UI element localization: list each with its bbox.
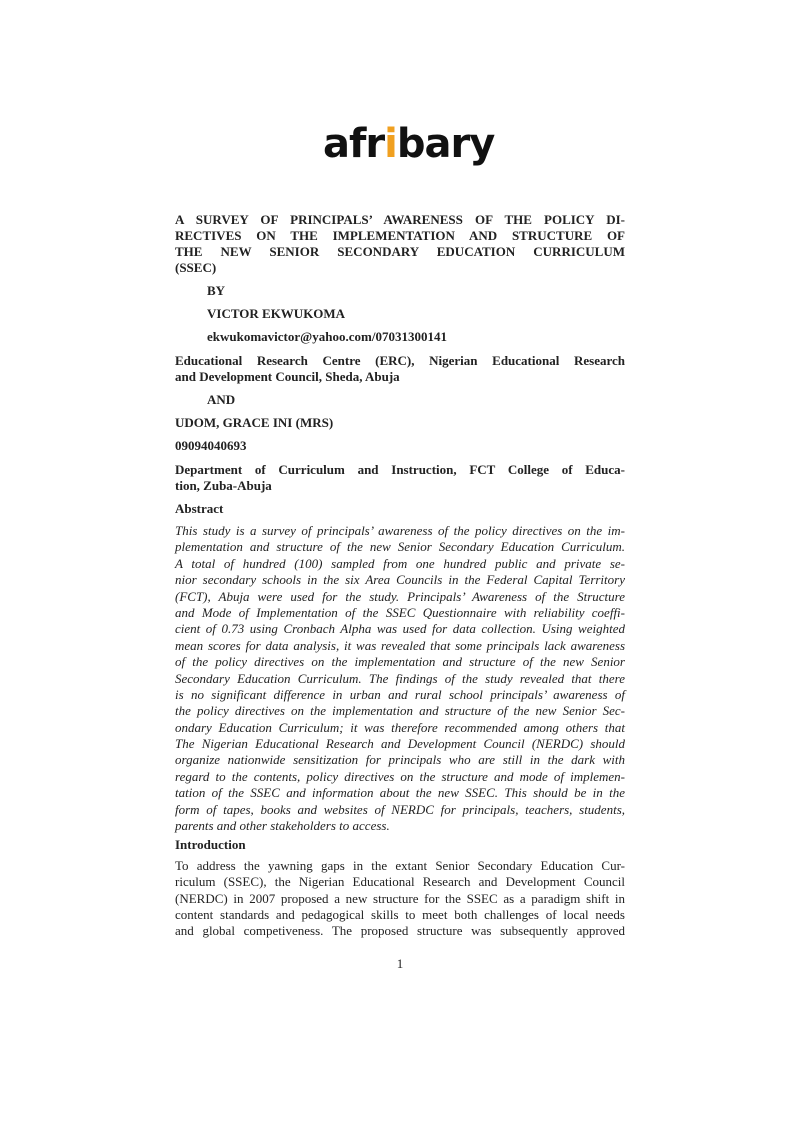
- text-line: cient of 0.73 using Cronbach Alpha was used for data collection. Using weighted: [175, 621, 625, 637]
- introduction-body: [175, 858, 625, 939]
- text-line: (FCT), Abuja were used for the study. Principals’ Awareness of the Structure: [175, 588, 625, 604]
- paper-title: [175, 212, 625, 276]
- affiliation-1: [175, 353, 625, 385]
- affiliation-2: [175, 462, 625, 494]
- page-number: 1: [396, 956, 404, 971]
- text-line: and Mode of Implementation of the SSEC Questionnaire with reliability coeffi-: [175, 604, 625, 620]
- text-line: riculum (SSEC), the Nigerian Educational Research and Development Council: [175, 874, 625, 890]
- abstract-body: [175, 523, 625, 834]
- watermark-text: bary: [396, 121, 495, 167]
- text-line: parents and other stakeholders to access.: [175, 818, 390, 834]
- text-line: form of tapes, books and websites of NERDC for principals, teachers, students,: [175, 801, 625, 817]
- affiliation-line: tion, Zuba-Abuja: [175, 478, 272, 493]
- text-line: and global competiveness. The proposed structure was subsequently approved: [175, 923, 625, 939]
- and-label: AND: [207, 392, 236, 407]
- text-line: The Nigerian Educational Research and Development Council (NERDC) should: [175, 736, 625, 752]
- text-line: ondary Education Curriculum; it was therefore recommended among others that: [175, 719, 625, 735]
- watermark-text: afr: [323, 121, 385, 167]
- text-line: This study is a survey of principals’ awareness of the policy directives on the im-: [175, 523, 625, 538]
- title-line: THE NEW SENIOR SECONDARY EDUCATION CURRICULUM: [175, 244, 625, 259]
- affiliation-line: and Development Council, Sheda, Abuja: [175, 369, 400, 384]
- afribary-watermark: [323, 120, 494, 168]
- text-line: is no significant difference in urban and rural school principals’ awareness of: [175, 686, 625, 702]
- author-2-name: UDOM, GRACE INI (MRS): [175, 415, 334, 430]
- text-line: Secondary Education Curriculum. The findings of the study revealed that there: [175, 670, 625, 686]
- author-1-contact: ekwukomavictor@yahoo.com/07031300141: [207, 329, 447, 344]
- text-line: mean scores for data analysis, it was revealed that some principals lack awareness: [175, 637, 625, 653]
- title-line: (SSEC): [175, 260, 217, 275]
- text-line: the policy directives on the implementation and structure of the new Senior Sec-: [175, 703, 625, 719]
- text-line: regard to the contents, policy directives on the structure and mode of implemen-: [175, 768, 625, 784]
- affiliation-line: Department of Curriculum and Instruction, FCT College of Educa-: [175, 462, 625, 477]
- affiliation-line: Educational Research Centre (ERC), Nigerian Educational Research: [175, 353, 625, 368]
- text-line: content standards and pedagogical skills to meet both challenges of local needs: [175, 906, 625, 922]
- text-line: plementation and structure of the new Senior Secondary Education Curriculum.: [175, 539, 625, 555]
- text-line: (NERDC) in 2007 proposed a new structure for the SSEC as a paradigm shift in: [175, 890, 625, 906]
- text-line: nior secondary schools in the six Area Councils in the Federal Capital Territory: [175, 572, 625, 588]
- by-label: BY: [207, 283, 226, 298]
- text-line: To address the yawning gaps in the extant Senior Secondary Education Cur-: [175, 858, 625, 873]
- text-line: A total of hundred (100) sampled from one hundred public and private se-: [175, 555, 625, 571]
- text-line: organize nationwide sensitization for principals who are still in the dark with: [175, 752, 625, 768]
- text-line: tation of the SSEC and information about the new SSEC. This should be in the: [175, 785, 625, 801]
- watermark-accent: i: [384, 121, 397, 167]
- introduction-heading: Introduction: [175, 837, 246, 852]
- abstract-heading: Abstract: [175, 501, 224, 516]
- title-line: RECTIVES ON THE IMPLEMENTATION AND STRUCTURE OF: [175, 228, 625, 243]
- author-1-name: VICTOR EKWUKOMA: [207, 306, 346, 321]
- text-line: of the policy directives on the implementation and structure of the new Senior: [175, 654, 625, 670]
- author-2-phone: 09094040693: [175, 438, 247, 453]
- title-line: A SURVEY OF PRINCIPALS’ AWARENESS OF THE POLICY DI-: [175, 212, 625, 227]
